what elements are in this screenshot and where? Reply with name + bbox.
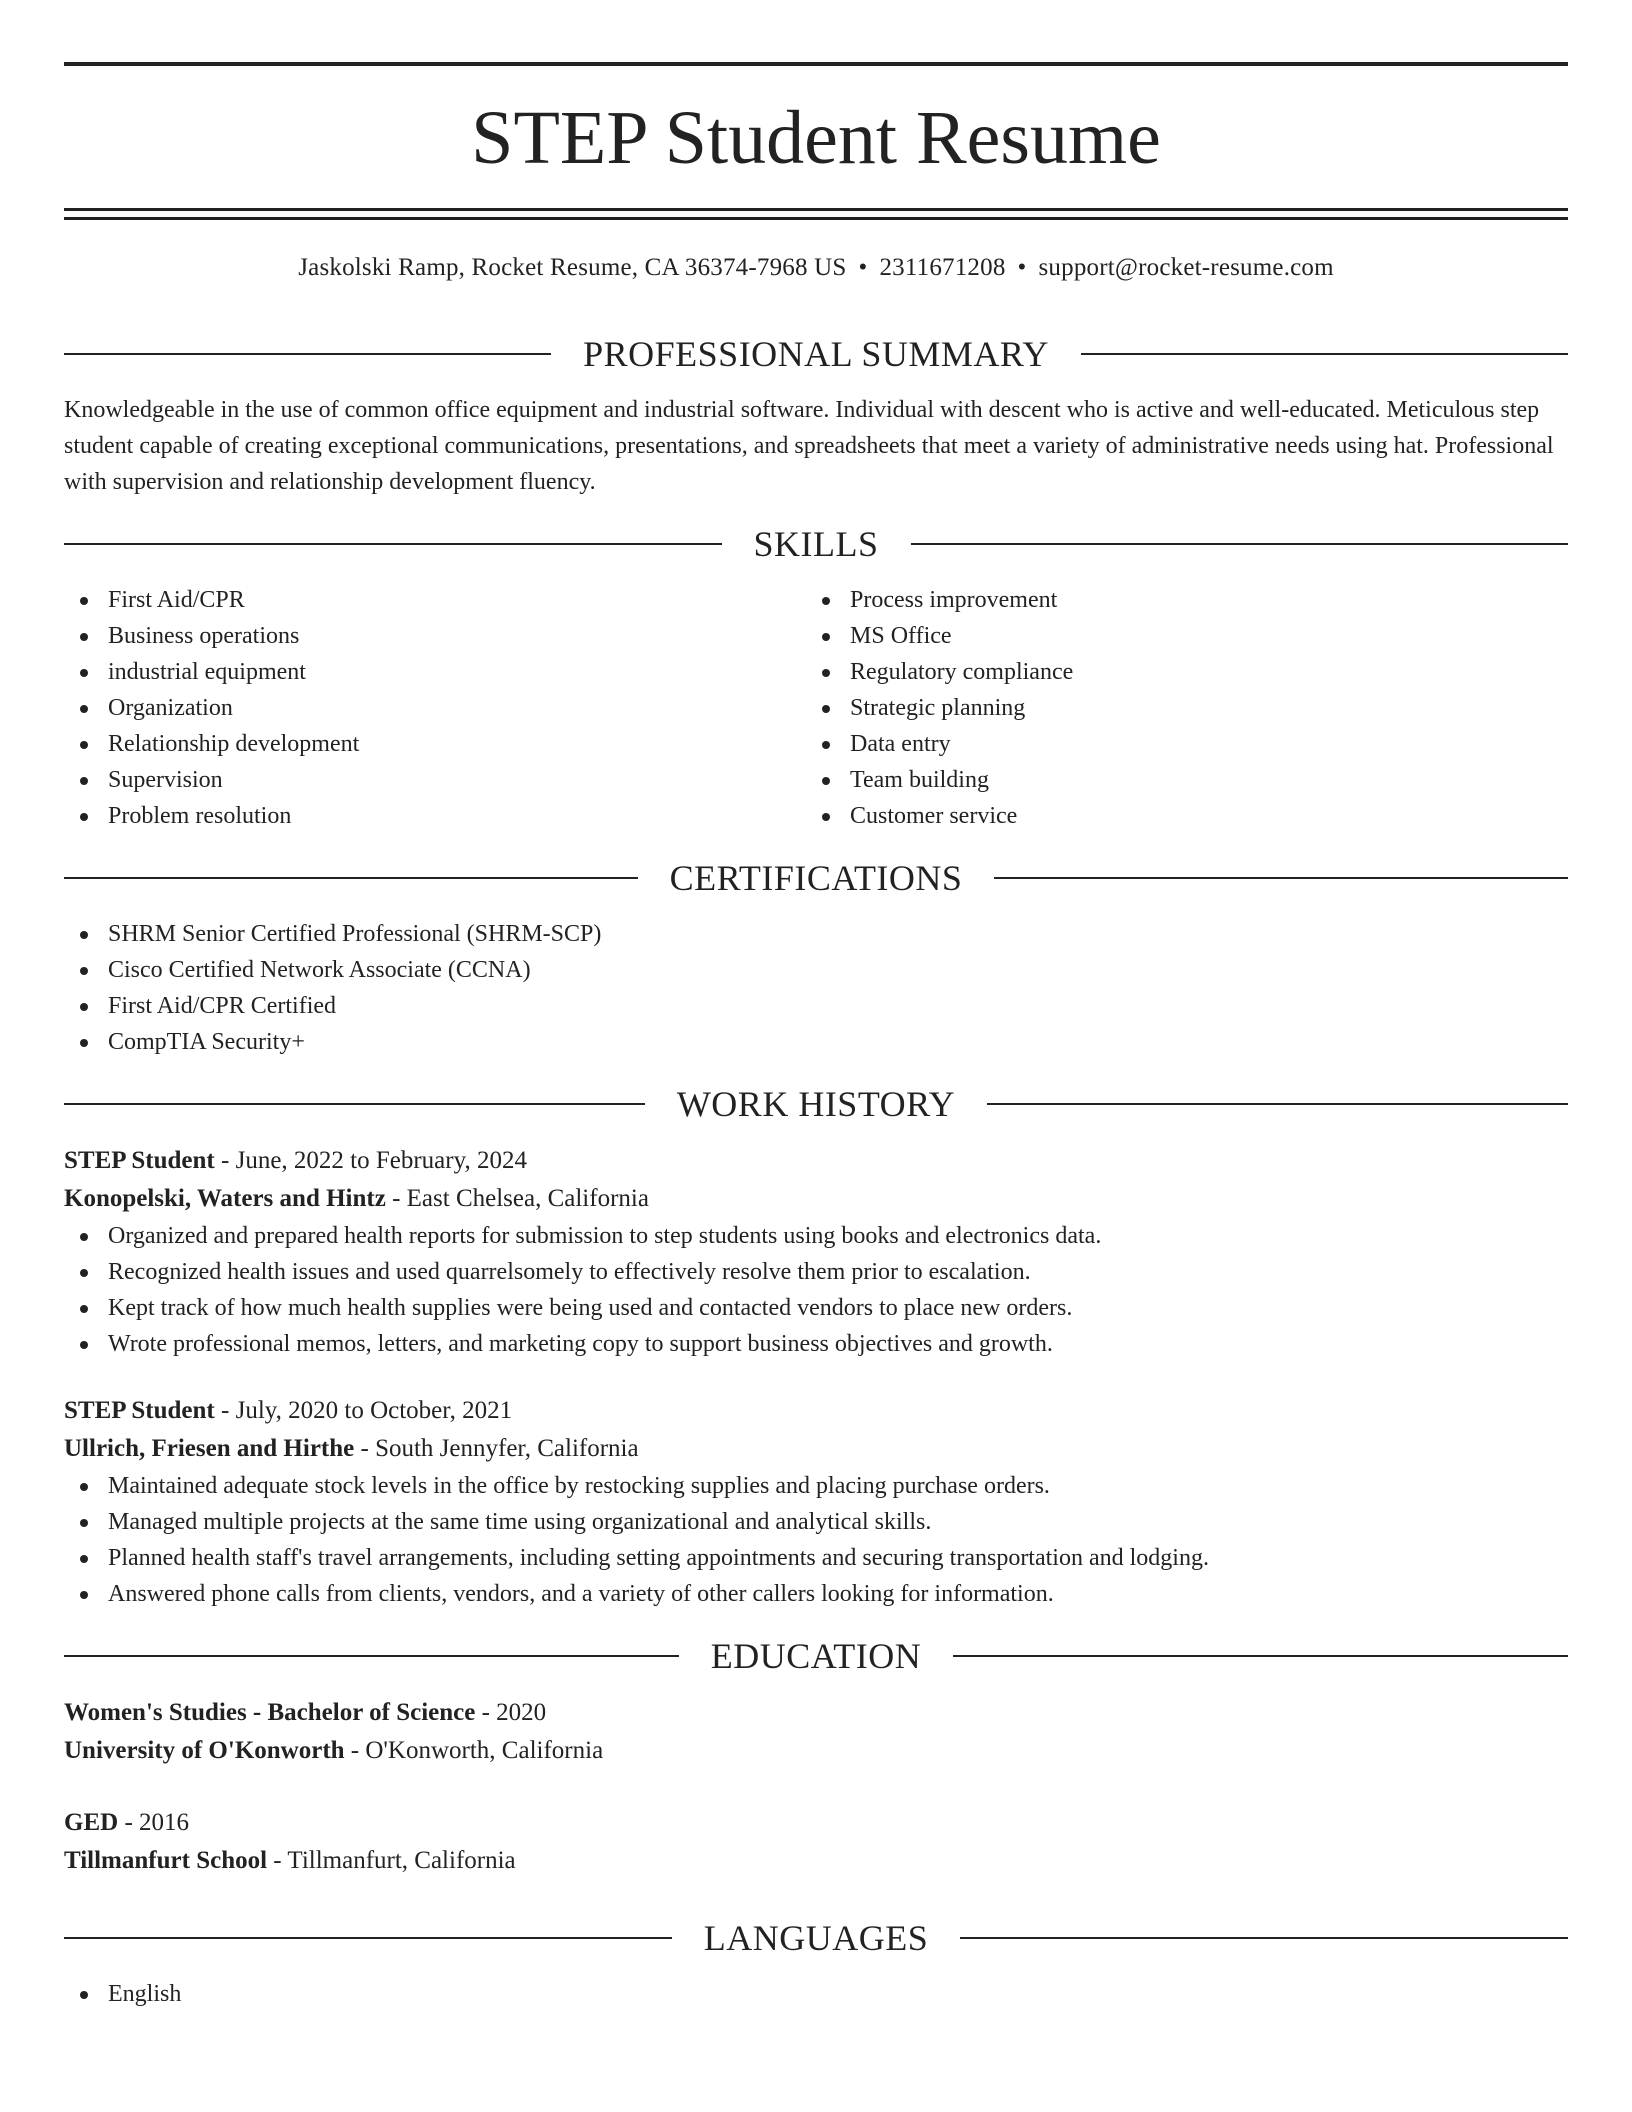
heading-rule	[987, 1103, 1568, 1105]
certifications-list	[64, 916, 1568, 1060]
top-rule	[64, 62, 1568, 66]
responsibility-item: Managed multiple projects at the same time using organizational and analytical skills.	[64, 1504, 1568, 1540]
skill-item: Problem resolution	[64, 798, 806, 834]
responsibility-item: Organized and prepared health reports for submission to step students using books and electronics data.	[64, 1218, 1568, 1254]
skill-item: Customer service	[806, 798, 1548, 834]
skill-item: Process improvement	[806, 582, 1548, 618]
title-double-rule	[64, 208, 1568, 220]
responsibility-item: Answered phone calls from clients, vendors, and a variety of other callers looking for information.	[64, 1576, 1568, 1612]
skill-item: Supervision	[64, 762, 806, 798]
skill-item: Business operations	[64, 618, 806, 654]
job-company: Ullrich, Friesen and Hirthe	[64, 1435, 355, 1462]
languages-list	[64, 1976, 1568, 2012]
skill-item: First Aid/CPR	[64, 582, 806, 618]
skills-grid	[64, 582, 1568, 834]
heading-rule	[953, 1655, 1568, 1657]
contact-separator: •	[858, 254, 868, 281]
heading-rule	[64, 543, 722, 545]
heading-rule	[994, 877, 1568, 879]
skill-item: Team building	[806, 762, 1548, 798]
summary-text: Knowledgeable in the use of common office equipment and industrial software. Individual with descent who is active and well-educated. Meticulous step student capable of creating exceptional communications, presentations, and spreadsheets that meet a variety of administrative needs using hat. Professional with supervision and relationship development fluency.	[64, 397, 1554, 495]
responsibility-item: Planned health staff's travel arrangements, including setting appointments and securing transportation and lodging.	[64, 1540, 1568, 1576]
job-dates: - July, 2020 to October, 2021	[214, 1397, 513, 1424]
education-entry	[64, 1694, 1568, 1770]
work-heading-label: WORK HISTORY	[676, 1084, 956, 1124]
skill-item: Regulatory compliance	[806, 654, 1548, 690]
education-location: - O'Konworth, California	[344, 1737, 604, 1764]
education-school-line	[64, 1842, 1568, 1880]
contact-line	[64, 254, 1568, 294]
education-school: Tillmanfurt School	[64, 1847, 268, 1874]
contact-email: support@rocket-resume.com	[1038, 254, 1334, 281]
summary-heading	[64, 330, 1568, 378]
heading-rule	[64, 1937, 672, 1939]
job-title-line	[64, 1392, 1568, 1430]
education-degree-line	[64, 1694, 1568, 1732]
resume-page	[64, 0, 1568, 2012]
job-title: STEP Student	[64, 1147, 215, 1174]
summary-heading-label: PROFESSIONAL SUMMARY	[583, 334, 1049, 374]
skill-item: Data entry	[806, 726, 1548, 762]
languages-heading-label: LANGUAGES	[703, 1918, 929, 1958]
education-location: - Tillmanfurt, California	[267, 1847, 516, 1874]
heading-rule	[64, 877, 638, 879]
education-degree-line	[64, 1804, 1568, 1842]
heading-rule	[64, 1655, 679, 1657]
responsibility-item: Wrote professional memos, letters, and marketing copy to support business objectives and growth.	[64, 1326, 1568, 1362]
job-location: - South Jennyfer, California	[354, 1435, 639, 1462]
certification-item: Cisco Certified Network Associate (CCNA)	[64, 952, 1568, 988]
resume-title: STEP Student Resume	[471, 96, 1161, 180]
contact-address: Jaskolski Ramp, Rocket Resume, CA 36374-7968 US	[298, 254, 847, 281]
education-degree: GED	[64, 1809, 119, 1836]
education-year: - 2020	[475, 1699, 547, 1726]
skill-item: industrial equipment	[64, 654, 806, 690]
job-company-line	[64, 1180, 1568, 1218]
job-company-line	[64, 1430, 1568, 1468]
education-heading	[64, 1632, 1568, 1680]
skills-list-right	[806, 582, 1548, 834]
job-location: - East Chelsea, California	[385, 1185, 649, 1212]
certifications-heading	[64, 854, 1568, 902]
certification-item: SHRM Senior Certified Professional (SHRM-SCP)	[64, 916, 1568, 952]
job-entry	[64, 1392, 1568, 1612]
job-title-line	[64, 1142, 1568, 1180]
responsibility-item: Recognized health issues and used quarrelsomely to effectively resolve them prior to escalation.	[64, 1254, 1568, 1290]
contact-separator: •	[1017, 254, 1027, 281]
skills-heading-label: SKILLS	[753, 524, 879, 564]
skill-item: Organization	[64, 690, 806, 726]
responsibility-item: Kept track of how much health supplies were being used and contacted vendors to place new orders.	[64, 1290, 1568, 1326]
certification-item: First Aid/CPR Certified	[64, 988, 1568, 1024]
contact-phone: 2311671208	[879, 254, 1006, 281]
job-dates: - June, 2022 to February, 2024	[214, 1147, 527, 1174]
work-heading	[64, 1080, 1568, 1128]
education-school-line	[64, 1732, 1568, 1770]
heading-rule	[911, 543, 1569, 545]
education-entry	[64, 1804, 1568, 1880]
heading-rule	[64, 353, 551, 355]
job-entry	[64, 1142, 1568, 1362]
responsibility-item: Maintained adequate stock levels in the office by restocking supplies and placing purchase orders.	[64, 1468, 1568, 1504]
heading-rule	[1081, 353, 1568, 355]
languages-heading	[64, 1914, 1568, 1962]
job-title: STEP Student	[64, 1397, 215, 1424]
skill-item: Relationship development	[64, 726, 806, 762]
education-degree: Women's Studies - Bachelor of Science	[64, 1699, 476, 1726]
certification-item: CompTIA Security+	[64, 1024, 1568, 1060]
language-item: English	[64, 1976, 1568, 2012]
skills-heading	[64, 520, 1568, 568]
job-company: Konopelski, Waters and Hintz	[64, 1185, 386, 1212]
education-school: University of O'Konworth	[64, 1737, 345, 1764]
skill-item: MS Office	[806, 618, 1548, 654]
education-year: - 2016	[118, 1809, 190, 1836]
job-responsibilities	[64, 1468, 1568, 1612]
job-responsibilities	[64, 1218, 1568, 1362]
certifications-heading-label: CERTIFICATIONS	[669, 858, 963, 898]
skills-list-left	[64, 582, 806, 834]
heading-rule	[960, 1937, 1568, 1939]
education-heading-label: EDUCATION	[710, 1636, 922, 1676]
skill-item: Strategic planning	[806, 690, 1548, 726]
heading-rule	[64, 1103, 645, 1105]
